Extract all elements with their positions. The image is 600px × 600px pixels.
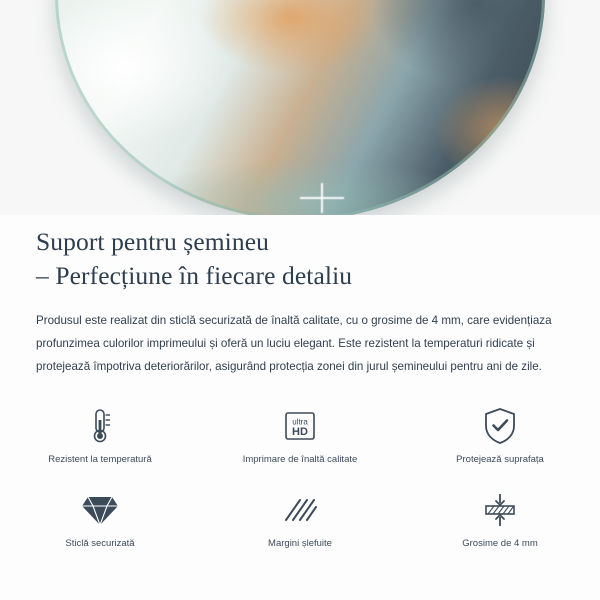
description-paragraph: Produsul este realizat din sticlă securizată de înaltă calitate, cu o grosime de 4 mm, care evidențiaza profunzimea culorilor imprimeului și oferă un luciu elegant. Este rezistent la temperaturi ridicate și protejează împotriva deteriorărilor, asigurând protecția zonei din jurul șemineului pentru ani de zile. (36, 314, 552, 373)
feature-label: Rezistent la temperatură (48, 454, 152, 465)
thickness-arrows-icon (480, 488, 520, 532)
feature-item-thickness (400, 488, 600, 550)
diamond-icon (80, 488, 120, 532)
content-block (0, 225, 600, 378)
thermometer-icon (83, 404, 117, 448)
feature-item-surface-protection (400, 404, 600, 466)
feature-item-temperature (0, 404, 200, 466)
ultra-hd-icon (280, 404, 320, 448)
feature-label: Margini șlefuite (268, 538, 332, 550)
svg-text:HD: HD (292, 426, 308, 438)
hero-image (0, 0, 600, 215)
polished-edges-icon (280, 488, 320, 532)
feature-label: Grosime de 4 mm (462, 538, 538, 550)
shield-check-icon (481, 404, 519, 448)
feature-label: Protejează suprafața (456, 454, 544, 465)
headline-line-2: – Perfecțiune în fiecare detaliu (36, 260, 353, 290)
glass-plate-image (55, 0, 545, 215)
svg-text:ultra: ultra (292, 417, 308, 427)
page-title (0, 225, 600, 292)
feature-item-print-quality (200, 404, 400, 466)
feature-item-tempered-glass (0, 488, 200, 550)
headline-line-1: Suport pentru șemineu (36, 227, 269, 256)
feature-grid (0, 404, 600, 551)
feature-label: Imprimare de înaltă calitate (242, 454, 358, 465)
feature-item-polished-edges (200, 488, 400, 550)
feature-label: Sticlă securizată (65, 538, 135, 550)
